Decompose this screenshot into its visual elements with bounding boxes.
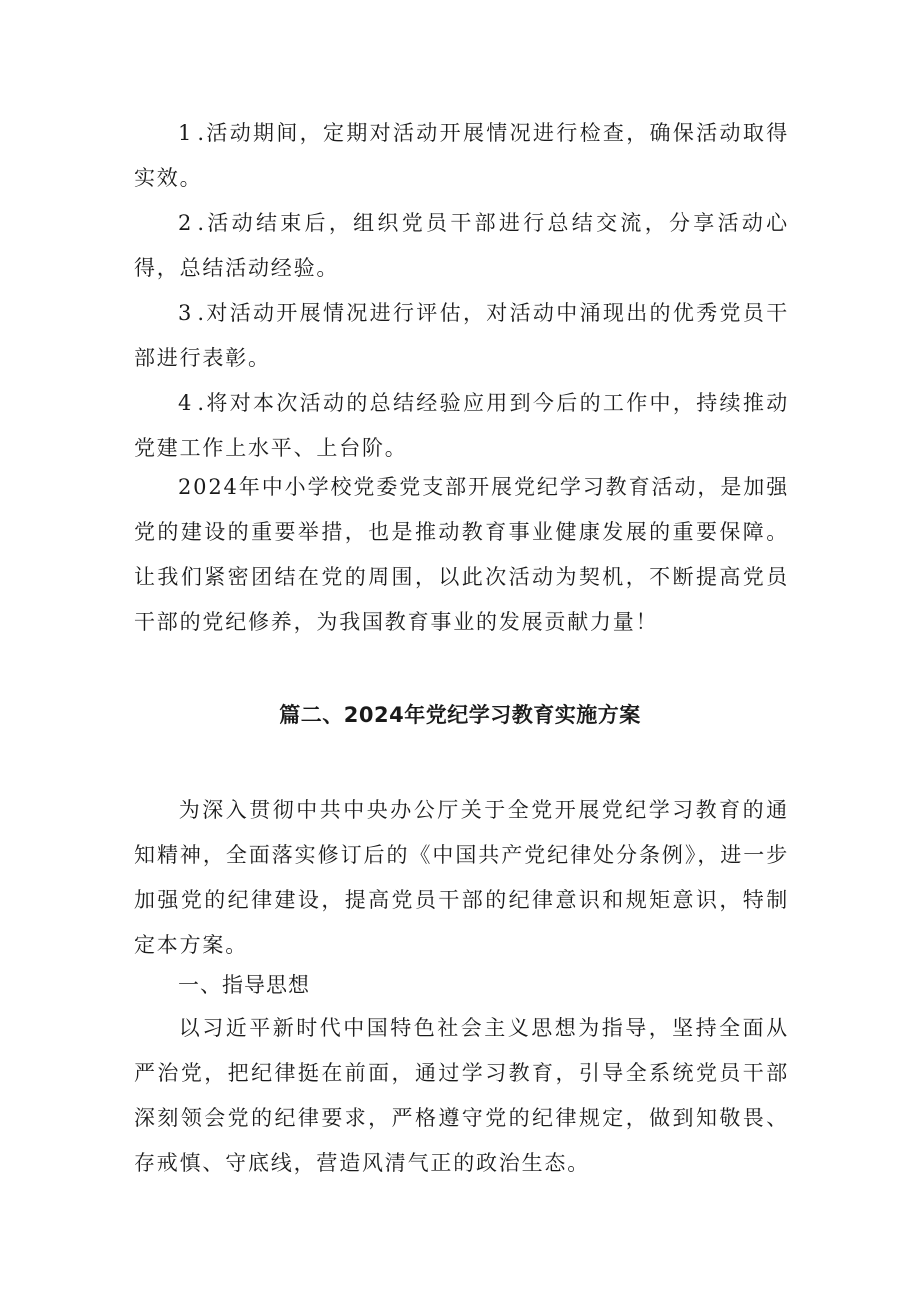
list-item-text: .活动结束后，组织党员干部进行总结交流，分享活动心得，总结活动经验。: [134, 211, 789, 280]
list-item-number: 2: [178, 211, 198, 235]
list-item-number: 1: [178, 121, 198, 145]
list-item: [134, 291, 789, 381]
intro-paragraph: [134, 788, 789, 968]
list-item-text: .将对本次活动的总结经验应用到今后的工作中，持续推动党建工作上水平、上台阶。: [134, 391, 789, 460]
intro-paragraph-text: 为深入贯彻中共中央办公厅关于全党开展党纪学习教育的通知精神，全面落实修订后的《中国共产党纪律处分条例》，进一步加强党的纪律建设，提高党员干部的纪律意识和规矩意识，特制定本方案。: [134, 798, 789, 957]
list-item-number: 3: [178, 301, 198, 325]
list-item: [134, 201, 789, 291]
list-item: [134, 381, 789, 471]
closing-paragraph: [134, 465, 789, 645]
section-heading: 一、指导思想: [178, 973, 310, 997]
list-item: [134, 111, 789, 201]
list-item-number: 4: [178, 391, 198, 415]
guiding-ideology-paragraph: [134, 1006, 789, 1186]
list-item-text: .活动期间，定期对活动开展情况进行检查，确保活动取得实效。: [134, 121, 789, 190]
section-title: 篇二、2024年党纪学习教育实施方案: [279, 703, 641, 727]
closing-paragraph-text: 2024年中小学校党委党支部开展党纪学习教育活动，是加强党的建设的重要举措，也是推动教育事业健康发展的重要保障。让我们紧密团结在党的周围，以此次活动为契机，不断提高党员干部的党纪修养，为我国教育事业的发展贡献力量！: [134, 475, 789, 634]
guiding-ideology-text: 以习近平新时代中国特色社会主义思想为指导，坚持全面从严治党，把纪律挺在前面，通过学习教育，引导全系统党员干部深刻领会党的纪律要求，严格遵守党的纪律规定，做到知敬畏、存戒慎、守底线，营造风清气正的政治生态。: [134, 1016, 789, 1175]
list-item-text: .对活动开展情况进行评估，对活动中涌现出的优秀党员干部进行表彰。: [134, 301, 789, 370]
